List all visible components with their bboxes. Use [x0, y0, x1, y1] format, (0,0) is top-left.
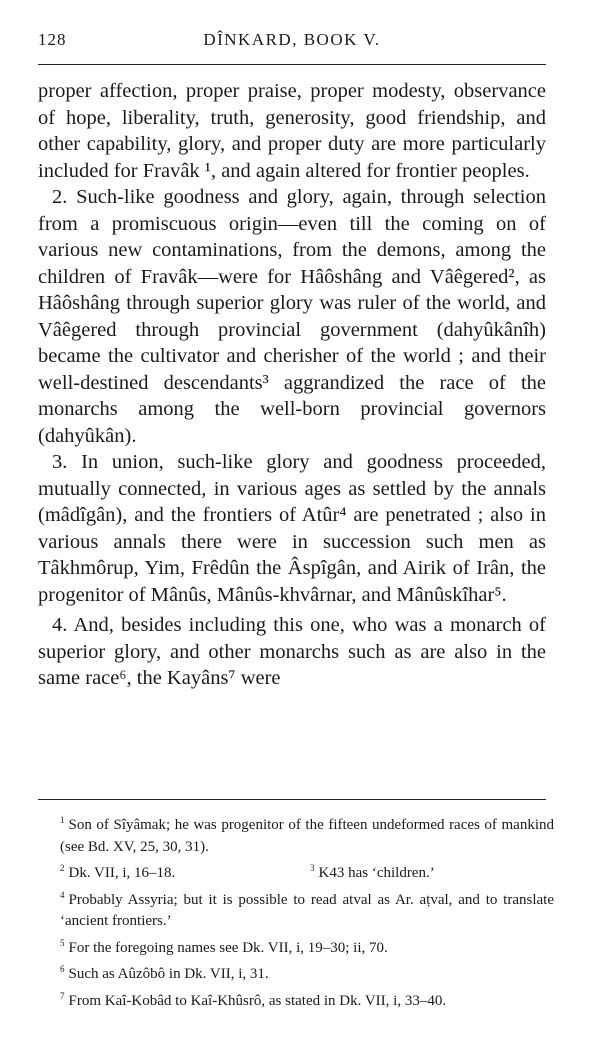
- footnote-text: K43 has ‘children.’: [318, 865, 435, 881]
- footnote-5: [46, 933, 554, 960]
- footnote-1: [46, 810, 554, 858]
- footnote-6: [46, 959, 554, 986]
- header-rule: [38, 64, 546, 65]
- footnote-mark: 4: [60, 889, 65, 900]
- footnote-text: Son of Sîyâmak; he was progenitor of the fifteen undeformed races of mankind (see Bd. XV, 25, 30, 31).: [60, 817, 554, 855]
- footnote-mark: 2: [60, 863, 65, 873]
- footnote-text: From Kaî-Kobâd to Kaî-Khûsrô, as stated in Dk. VII, i, 33–40.: [68, 992, 447, 1009]
- footnote-mark: 3: [310, 863, 315, 873]
- footnote-2-3-line: [46, 858, 554, 885]
- paragraph-1: proper affection, proper praise, proper modesty, observance of hope, liberality, truth, generosity, good friendship, and other capability, glory, and proper duty are more particularly included for Fravâk ¹, and again altered for frontier peoples.: [38, 80, 546, 182]
- paragraph-3: 3. In union, such-like glory and goodness proceeded, mutually connected, in various ages as settled by the annals (mâdîgân), and the frontiers of Atûr⁴ are penetrated ; also in various annals there were in succession such men as Tâkhmôrup, Yim, Frêdûn the Âspîgân, and Airik of Irân, the progenitor of Mânûs, Mânûs-khvârnar, and Mânûskîhar⁵.: [38, 451, 546, 606]
- footnote-mark: 5: [60, 937, 65, 948]
- footnote-mark: 6: [60, 964, 65, 974]
- body-text: [38, 78, 546, 692]
- running-head: DÎNKARD, BOOK V.: [203, 30, 381, 49]
- footnote-text: Dk. VII, i, 16–18.: [68, 865, 176, 881]
- page-header: [38, 30, 546, 58]
- footnote-rule: [38, 799, 546, 800]
- footnotes: [46, 810, 554, 1012]
- paragraph-4: 4. And, besides including this one, who was a monarch of superior glory, and other monarchs such as are also in the same race⁶, the Kayâns⁷ were: [38, 614, 546, 689]
- footnote-mark: 7: [60, 990, 65, 1001]
- footnote-text: Such as Aûzôbô in Dk. VII, i, 31.: [68, 966, 269, 982]
- page-number: 128: [38, 30, 67, 49]
- footnote-text: For the foregoing names see Dk. VII, i, 19–30; ii, 70.: [68, 939, 388, 956]
- footnote-4: [46, 885, 554, 933]
- footnote-text: Probably Assyria; but it is possible to read atval as Ar. aṭval, and to translate ‘ancient frontiers.’: [60, 891, 554, 929]
- footnote-7: [46, 986, 554, 1013]
- paragraph-2: 2. Such-like goodness and glory, again, through selection from a promiscuous origin—even till the coming on of various new contaminations, from the demons, among the children of Fravâk—were for Hâôshâng and Vâêgered², as Hâôshâng through superior glory was ruler of the world, and Vâêgered through provincial government (dahyûkânîh) became the cultivator and cherisher of the world ; and their well-destined descendants³ aggrandized the race of the monarchs among the well-born provincial governors (dahyûkân).: [38, 186, 546, 447]
- footnote-mark: 1: [60, 815, 65, 825]
